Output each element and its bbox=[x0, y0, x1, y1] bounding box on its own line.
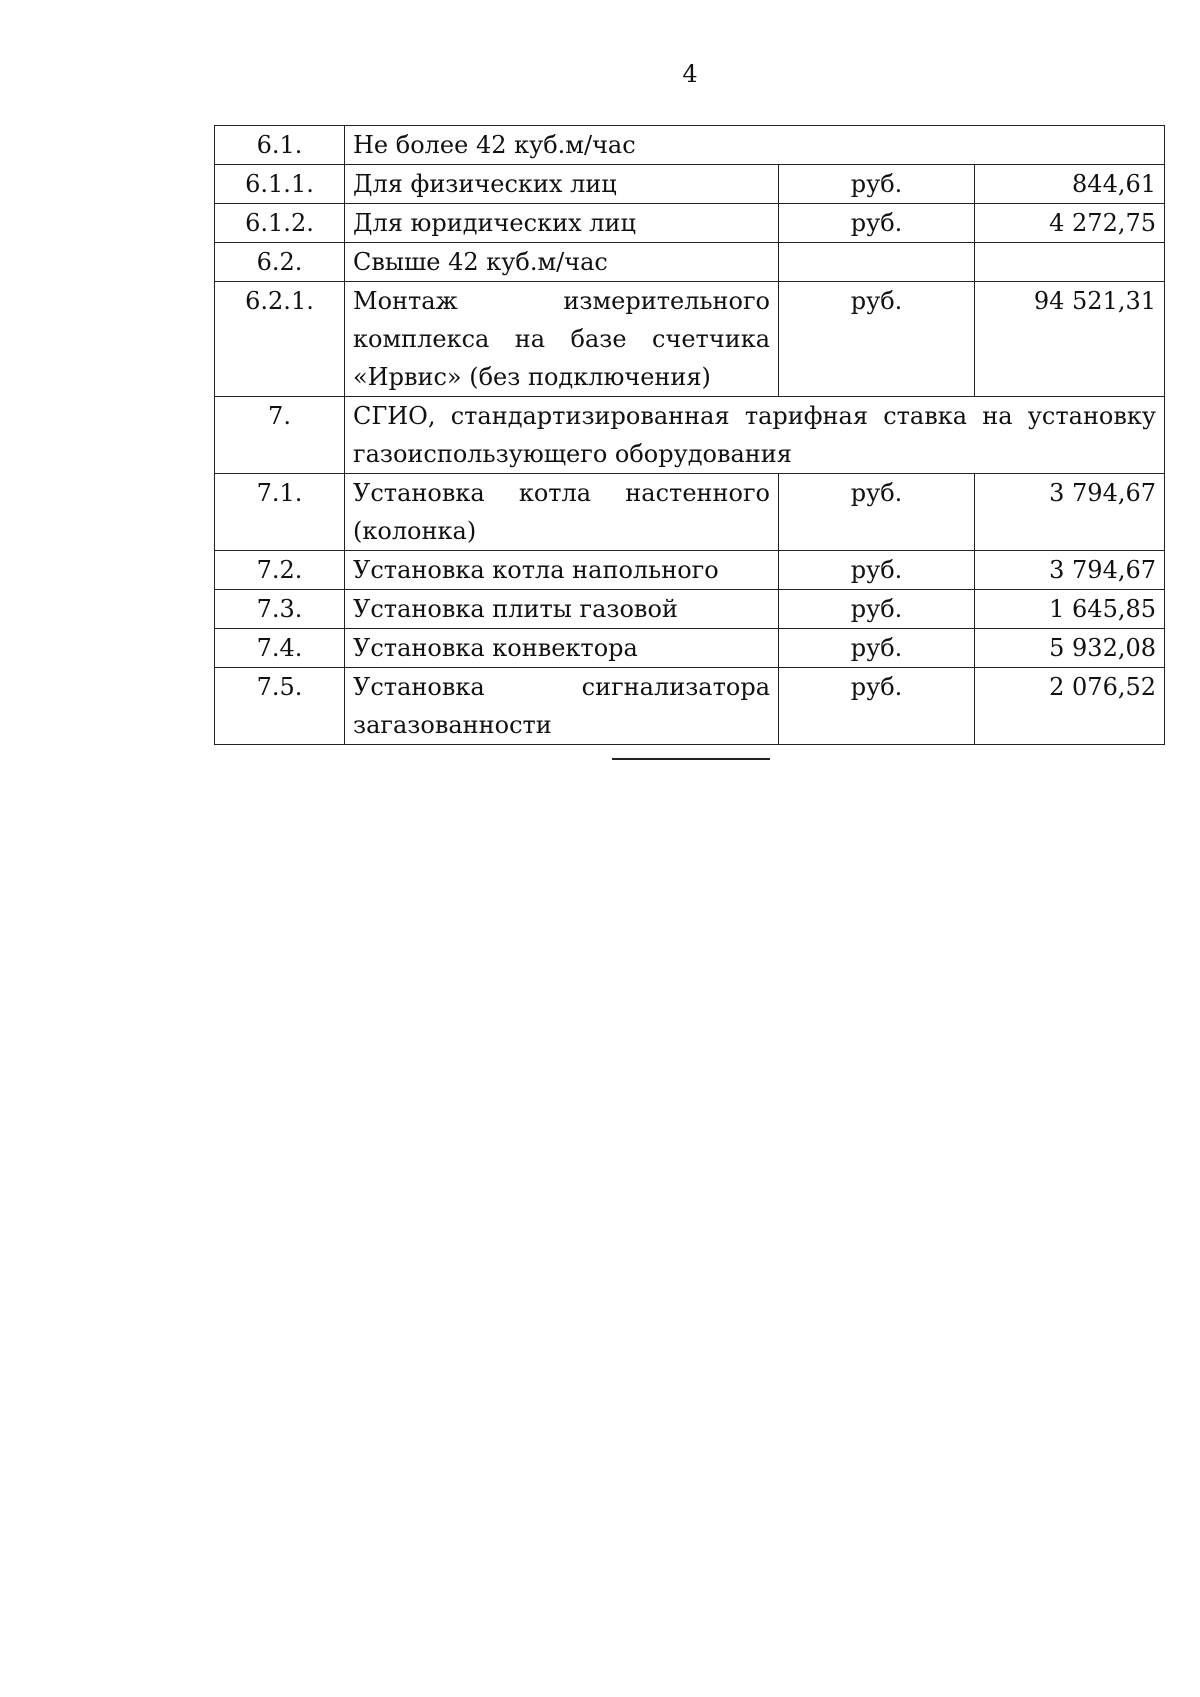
row-description: Не более 42 куб.м/час bbox=[345, 126, 1165, 165]
table-row bbox=[215, 551, 1165, 590]
row-value: 3 794,67 bbox=[975, 551, 1165, 590]
row-value bbox=[975, 243, 1165, 282]
row-value: 1 645,85 bbox=[975, 590, 1165, 629]
table-row bbox=[215, 204, 1165, 243]
row-unit: руб. bbox=[779, 551, 975, 590]
row-number: 7.3. bbox=[215, 590, 345, 629]
page-number: 4 bbox=[682, 60, 698, 88]
footer-rule bbox=[612, 758, 770, 760]
table-row bbox=[215, 126, 1165, 165]
row-number: 6.2. bbox=[215, 243, 345, 282]
row-value: 2 076,52 bbox=[975, 668, 1165, 745]
tariff-table bbox=[214, 125, 1165, 745]
row-unit: руб. bbox=[779, 629, 975, 668]
row-value: 844,61 bbox=[975, 165, 1165, 204]
row-description: Установка котла напольного bbox=[345, 551, 779, 590]
row-description: Установка котла настенного (колонка) bbox=[345, 474, 779, 551]
row-value: 4 272,75 bbox=[975, 204, 1165, 243]
row-number: 6.1. bbox=[215, 126, 345, 165]
row-number: 7.1. bbox=[215, 474, 345, 551]
row-number: 7.2. bbox=[215, 551, 345, 590]
row-value: 5 932,08 bbox=[975, 629, 1165, 668]
row-value: 3 794,67 bbox=[975, 474, 1165, 551]
row-description: Свыше 42 куб.м/час bbox=[345, 243, 779, 282]
table-row bbox=[215, 474, 1165, 551]
row-number: 7.5. bbox=[215, 668, 345, 745]
row-number: 6.1.1. bbox=[215, 165, 345, 204]
table-row bbox=[215, 668, 1165, 745]
table-row bbox=[215, 629, 1165, 668]
table-row bbox=[215, 243, 1165, 282]
row-number: 7.4. bbox=[215, 629, 345, 668]
table-row bbox=[215, 165, 1165, 204]
row-description: Для физических лиц bbox=[345, 165, 779, 204]
row-description: Установка конвектора bbox=[345, 629, 779, 668]
table-row bbox=[215, 590, 1165, 629]
row-description: Установка плиты газовой bbox=[345, 590, 779, 629]
table-row bbox=[215, 397, 1165, 474]
row-unit: руб. bbox=[779, 204, 975, 243]
row-description: Для юридических лиц bbox=[345, 204, 779, 243]
row-unit: руб. bbox=[779, 590, 975, 629]
row-unit: руб. bbox=[779, 165, 975, 204]
row-unit: руб. bbox=[779, 474, 975, 551]
row-number: 7. bbox=[215, 397, 345, 474]
row-description: Монтаж измерительного комплекса на базе счетчика «Ирвис» (без подключения) bbox=[345, 282, 779, 397]
row-number: 6.2.1. bbox=[215, 282, 345, 397]
row-unit bbox=[779, 243, 975, 282]
table-row bbox=[215, 282, 1165, 397]
row-unit: руб. bbox=[779, 282, 975, 397]
row-unit: руб. bbox=[779, 668, 975, 745]
row-number: 6.1.2. bbox=[215, 204, 345, 243]
row-value: 94 521,31 bbox=[975, 282, 1165, 397]
row-description: Установка сигнализатора загазованности bbox=[345, 668, 779, 745]
row-description: СГИО, стандартизированная тарифная ставка на установку газоиспользующего оборудования bbox=[345, 397, 1165, 474]
